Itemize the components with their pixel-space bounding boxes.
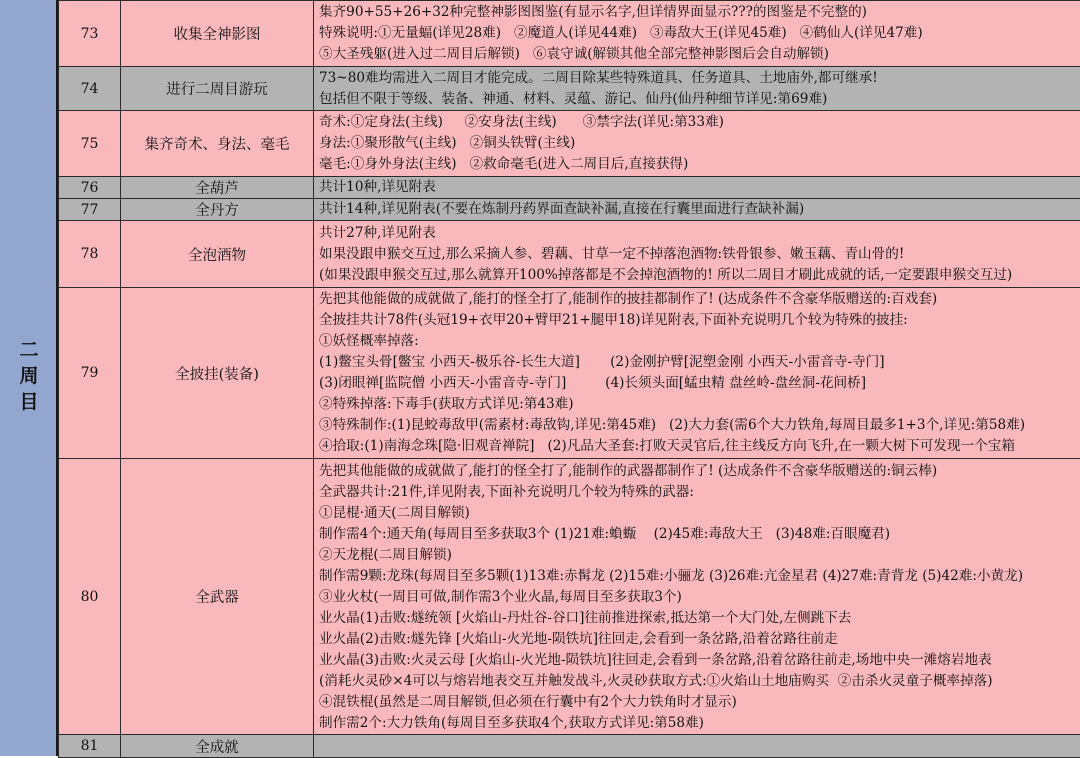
detail-line: 如果没跟申猴交互过,那么采摘人参、碧藕、甘草一定不掉落泡酒物:铁骨银参、嫩玉藕、青山骨的! [319,244,1080,265]
achievement-table-body [59,1,1080,758]
detail-line: (如果没跟申猴交互过,那么就算开100%掉落都是不会掉泡酒物的! 所以二周目才刷此成就的话,一定要跟申猴交互过) [319,265,1080,286]
detail-line: 制作需9颗:龙珠(每周目至多5颗(1)13难:赤髯龙 (2)15难:小骊龙 (3)26难:亢金星君 (4)27难:青背龙 (5)42难:小黄龙) [319,566,1080,587]
detail-line: ③业火杖(一周目可做,制作需3个业火晶,每周目至多获取3个) [319,587,1080,608]
detail-line: 业火晶(3)击败:火灵云母 [火焰山-火光地-陨铁坑]往回走,会看到一条岔路,沿着岔路往前走,场地中央一滩熔岩地表 [319,650,1080,671]
detail-line: 制作需4个:通天角(每周目至多获取3个 (1)21难:蝜蝂 (2)45难:毒敌大王 (3)48难:百眼魔君) [319,524,1080,545]
row-number: 78 [59,221,121,288]
row-number: 77 [59,199,121,221]
detail-line: 先把其他能做的成就做了,能打的怪全打了,能制作的披挂都制作了! (达成条件不含豪华版赠送的:百戏套) [319,289,1080,310]
row-number: 80 [59,459,121,735]
detail-line: (3)闭眼禅[监院僧 小西天-小雷音寺-寺门] (4)长须头面[蜢虫精 盘丝岭-盘丝洞-花间桥] [319,373,1080,394]
section-sidebar [0,0,58,756]
achievement-name: 全武器 [121,459,314,735]
achievement-name: 收集全神影图 [121,1,314,67]
row-number: 76 [59,177,121,199]
section-label [0,337,58,415]
detail-line: 73~80难均需进入二周目才能完成。二周目除某些特殊道具、任务道具、土地庙外,都可继承! [319,68,1080,89]
detail-line: 身法:①聚形散气(主线) ②铜头铁臂(主线) [319,133,1080,154]
detail-line: (消耗火灵砂×4可以与熔岩地表交互并触发战斗,火灵砂获取方式:①火焰山土地庙购买 ②击杀火灵童子概率掉落) [319,671,1080,692]
achievement-row [59,199,1080,221]
achievement-detail [314,1,1080,67]
detail-line: (1)鳖宝头骨[鳖宝 小西天-极乐谷-长生大道] (2)金刚护臂[泥塑金刚 小西天-小雷音寺-寺门] [319,352,1080,373]
achievement-name: 全葫芦 [121,177,314,199]
achievement-detail [314,111,1080,177]
detail-line: 业火晶(2)击败:燧先锋 [火焰山-火光地-陨铁坑]往回走,会看到一条岔路,沿着岔路往前走 [319,629,1080,650]
achievement-name: 进行二周目游玩 [121,67,314,111]
achievement-row [59,735,1080,758]
achievement-row [59,111,1080,177]
achievement-name: 全丹方 [121,199,314,221]
achievement-row [59,459,1080,735]
detail-line: 集齐90+55+26+32种完整神影图图鉴(有显示名字,但详情界面显示???的图鉴是不完整的) [319,2,1080,23]
achievement-detail [314,221,1080,288]
achievement-row [59,1,1080,67]
achievement-detail [314,459,1080,735]
detail-line: ④拾取:(1)南海念珠[隐·旧观音禅院] (2)凡品大圣套:打败天灵官后,往主线反方向飞升,在一颗大树下可发现一个宝箱 [319,436,1080,457]
section-label-char: 周 [0,363,58,389]
detail-line: ①昆棍·通天(二周目解锁) [319,503,1080,524]
achievement-row [59,288,1080,459]
detail-line: ②特殊掉落:下毒手(获取方式详见:第43难) [319,394,1080,415]
row-number: 73 [59,1,121,67]
row-number: 74 [59,67,121,111]
detail-line: 共计27种,详见附表 [319,223,1080,244]
detail-line: ①妖怪概率掉落: [319,331,1080,352]
achievement-name: 集齐奇术、身法、毫毛 [121,111,314,177]
detail-line: 制作需2个:大力铁角(每周目至多获取4个,获取方式详见:第58难) [319,713,1080,734]
row-number: 75 [59,111,121,177]
detail-line: 共计14种,详见附表(不要在炼制丹药界面查缺补漏,直接在行囊里面进行查缺补漏) [319,199,1080,220]
detail-line: 包括但不限于等级、装备、神通、材料、灵蕴、游记、仙丹(仙丹种细节详见:第69难) [319,89,1080,110]
achievement-detail [314,735,1080,758]
detail-line: 全武器共计:21件,详见附表,下面补充说明几个较为特殊的武器: [319,482,1080,503]
section-label-char: 二 [0,337,58,363]
achievement-row [59,177,1080,199]
row-number: 81 [59,735,121,758]
row-number: 79 [59,288,121,459]
achievement-name: 全披挂(装备) [121,288,314,459]
achievement-detail [314,288,1080,459]
achievement-detail [314,177,1080,199]
detail-line: 特殊说明:①无量蝠(详见28难) ②魔道人(详见44难) ③毒敌大王(详见45难) ④鹤仙人(详见47难) [319,23,1080,44]
achievement-detail [314,199,1080,221]
detail-line: ②天龙棍(二周目解锁) [319,545,1080,566]
achievement-row [59,67,1080,111]
detail-line: ③特殊制作:(1)昆蛟毒敌甲(需素材:毒敌钩,详见:第45难) (2)大力套(需6个大力铁角,每周目最多1+3个,详见:第58难) [319,415,1080,436]
achievement-table [58,0,1080,758]
section-label-char: 目 [0,389,58,415]
detail-line: ④混铁棍(虽然是二周目解锁,但必须在行囊中有2个大力铁角时才显示) [319,692,1080,713]
detail-line: 先把其他能做的成就做了,能打的怪全打了,能制作的武器都制作了! (达成条件不含豪华版赠送的:铜云棒) [319,461,1080,482]
detail-line: 奇术:①定身法(主线) ②安身法(主线) ③禁字法(详见:第33难) [319,112,1080,133]
detail-line: 业火晶(1)击败:燧统领 [火焰山-丹灶谷-谷口]往前推进探索,抵达第一个大门处,左侧跳下去 [319,608,1080,629]
achievement-detail [314,67,1080,111]
achievement-row [59,221,1080,288]
achievement-name: 全泡酒物 [121,221,314,288]
detail-line: 共计10种,详见附表 [319,177,1080,198]
achievement-name: 全成就 [121,735,314,758]
detail-line: ⑤大圣残躯(进入过二周目后解锁) ⑥袁守诚(解锁其他全部完整神影图后会自动解锁) [319,44,1080,65]
detail-line: 全披挂共计78件(头冠19+衣甲20+臂甲21+腿甲18)详见附表,下面补充说明几个较为特殊的披挂: [319,310,1080,331]
detail-line: 毫毛:①身外身法(主线) ②救命毫毛(进入二周目后,直接获得) [319,154,1080,175]
